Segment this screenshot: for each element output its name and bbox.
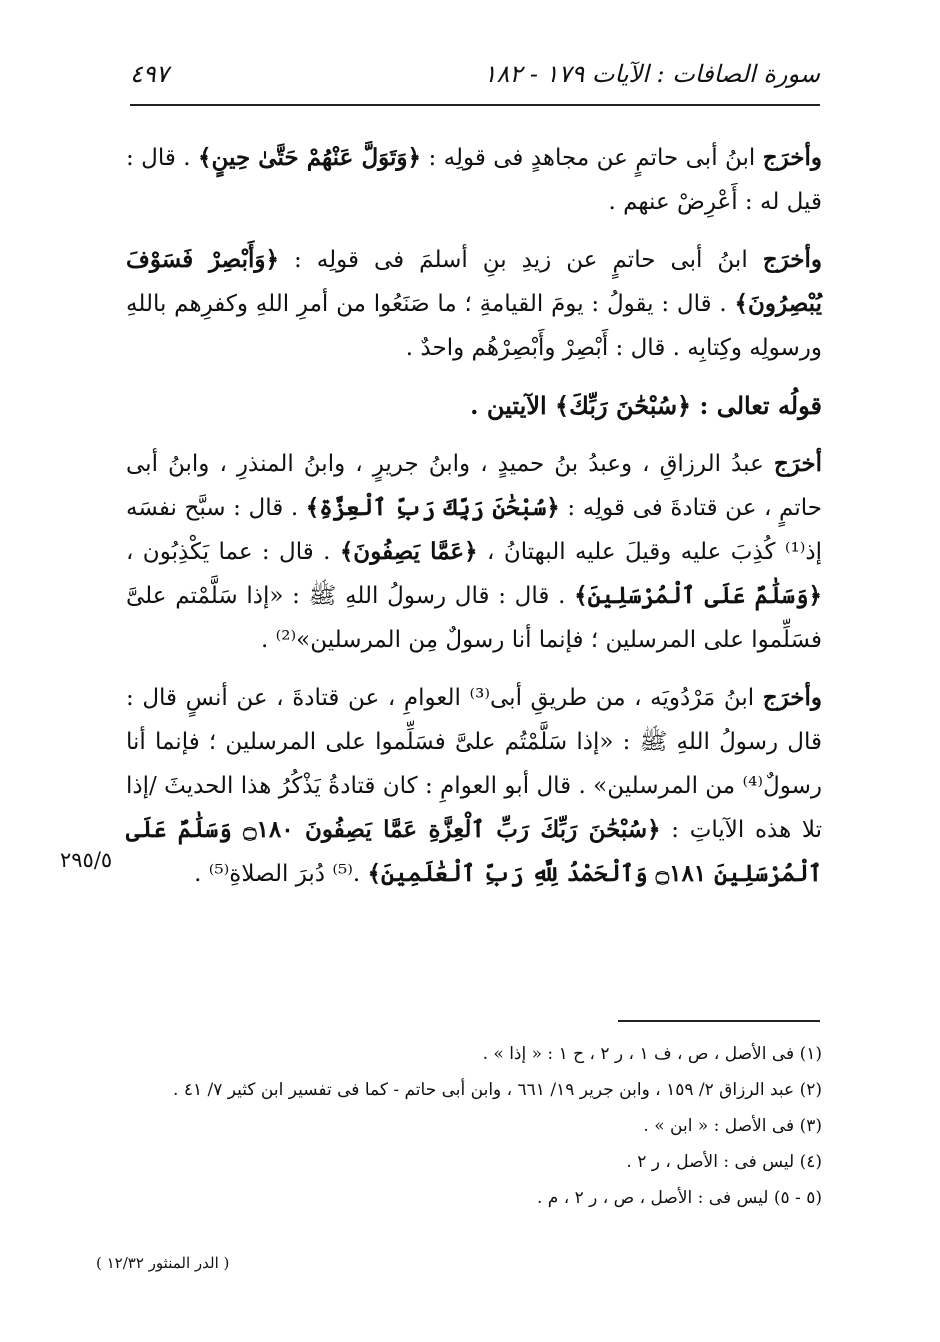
heading-lead: قولُه تعالى : bbox=[691, 391, 822, 420]
paragraph-text: ابنُ أبى حاتمٍ عن مجاهدٍ فى قولِه : bbox=[421, 145, 763, 171]
footnote: (٤) ليس فى : الأصل ، ر ٢ . bbox=[626, 1152, 822, 1172]
page-number: ٤٩٧ bbox=[130, 60, 169, 88]
paragraph bbox=[126, 136, 822, 224]
page-header bbox=[130, 60, 820, 100]
running-title: سورة الصافات : الآيات ١٧٩ - ١٨٢ bbox=[483, 60, 820, 88]
quran-quote: ﴿وَأَبْصِرْ فَسَوْفَ يُبْصِرُونَ﴾ bbox=[126, 246, 822, 317]
quran-quote: ﴿عَمَّا يَصِفُونَ﴾ bbox=[339, 538, 478, 565]
paragraph-text: . قال : قيل له : أَعْرِضْ عنهم . bbox=[126, 145, 822, 215]
paragraph-lead: أخرَج bbox=[773, 450, 822, 477]
quran-quote: ﴿سُبْحَٰنَ رَبِّكَ﴾ bbox=[555, 391, 692, 420]
paragraph-text: .⁽⁵⁾ دُبرَ الصلاةِ⁽⁵⁾ . bbox=[194, 861, 368, 887]
footnotes bbox=[126, 1036, 822, 1216]
section-heading bbox=[126, 384, 822, 428]
paragraph-text: ابنُ أبى حاتمٍ عن زيدِ بنِ أسلمَ فى قولِه : bbox=[278, 247, 763, 273]
quran-quote: ﴿سُبْحَٰنَ رَبِّكَ رَبِّ ٱلْعِزَّةِ﴾ bbox=[305, 494, 560, 521]
footnote: (٣) فى الأصل : « ابن » . bbox=[643, 1116, 822, 1136]
footnote-divider bbox=[618, 1020, 820, 1022]
heading-tail: الآيتين . bbox=[470, 391, 556, 420]
footnote: (٥ - ٥) ليس فى : الأصل ، ص ، ر ٢ ، م . bbox=[536, 1188, 822, 1208]
paragraph bbox=[126, 676, 822, 896]
paragraph bbox=[126, 238, 822, 370]
paragraph-lead: وأخرَج bbox=[762, 246, 822, 273]
main-text bbox=[126, 136, 822, 910]
footnote: (١) فى الأصل ، ص ، ف ١ ، ر ٢ ، ح ١ : « إذا » . bbox=[482, 1044, 822, 1064]
paragraph-text: عبدُ الرزاقِ ، وعبدُ بنُ حميدٍ ، وابنُ جريرٍ ، وابنُ المنذرِ ، وابنُ أبى حاتمٍ ، عن قتادةَ فى قولِه : bbox=[126, 451, 822, 521]
quran-quote: ﴿وَتَوَلَّ عَنْهُمْ حَتَّىٰ حِينٍ﴾ bbox=[198, 144, 422, 171]
paragraph-lead: وأخرَج bbox=[762, 684, 822, 711]
paragraph-text: . قال : عما يَكْذِبُون ، bbox=[126, 539, 340, 565]
volume-signature: ( الدر المنثور ١٢/٣٢ ) bbox=[96, 1254, 230, 1272]
margin-reference: ٢٩٥/٥ bbox=[60, 848, 113, 872]
paragraph-lead: وأخرَج bbox=[762, 144, 823, 171]
paragraph-text: . قال : يقولُ : يومَ القيامةِ ؛ ما صَنَعُوا من أمرِ اللهِ وكفرِهم باللهِ ورسولِه وكِتابِه . قال : أَبْصِرْ وأَبْصِرْهُم واحدٌ . bbox=[126, 291, 822, 361]
quran-quote: ﴿وَسَلَٰمٌ عَلَى ٱلْمُرْسَلِينَ﴾ bbox=[574, 582, 822, 609]
paragraph-text: . قال : سبَّح نفسَه إذ⁽¹⁾ كُذِبَ عليه وقيلَ عليه البهتانُ ، bbox=[126, 495, 822, 565]
paragraph-text: . قال : قال رسولُ اللهِ ﷺ : «إذا سَلَّمْتم علىَّ فسَلِّموا على المرسلين ؛ فإنما أنا رسولٌ مِن المرسلين»⁽²⁾ . bbox=[126, 583, 822, 653]
paragraph-text: ابنُ مَرْدُويَه ، من طريقِ أبى⁽³⁾ العوامِ ، عن قتادةَ ، عن أنسٍ قال : قال رسولُ اللهِ ﷺ : «إذا سَلَّمْتُم علىَّ فسَلِّموا على المرسلين ؛ فإنما أنا رسولٌ⁽⁴⁾ من المرسلين» . قال أبو العوامِ : كان قتادةُ يَذْكُرُ هذا الحديثَ /إذا تلا هذه الآياتِ : bbox=[126, 685, 822, 843]
footnote: (٢) عبد الرزاق ٢/ ١٥٩ ، وابن جرير ١٩/ ٦٦١ ، وابن أبى حاتم - كما فى تفسير ابن كثير ٧/ ٤١ . bbox=[173, 1080, 822, 1100]
header-divider bbox=[130, 104, 820, 106]
paragraph bbox=[126, 442, 822, 662]
quran-quote: ﴿سُبْحَٰنَ رَبِّكَ رَبِّ ٱلْعِزَّةِ عَمَّا يَصِفُونَ ۝١٨٠ وَسَلَٰمٌ عَلَى ٱلْمُرْسَلِينَ ۝١٨١ وَٱلْحَمْدُ لِلَّهِ رَبِّ ٱلْعَٰلَمِينَ﴾ bbox=[126, 816, 822, 887]
